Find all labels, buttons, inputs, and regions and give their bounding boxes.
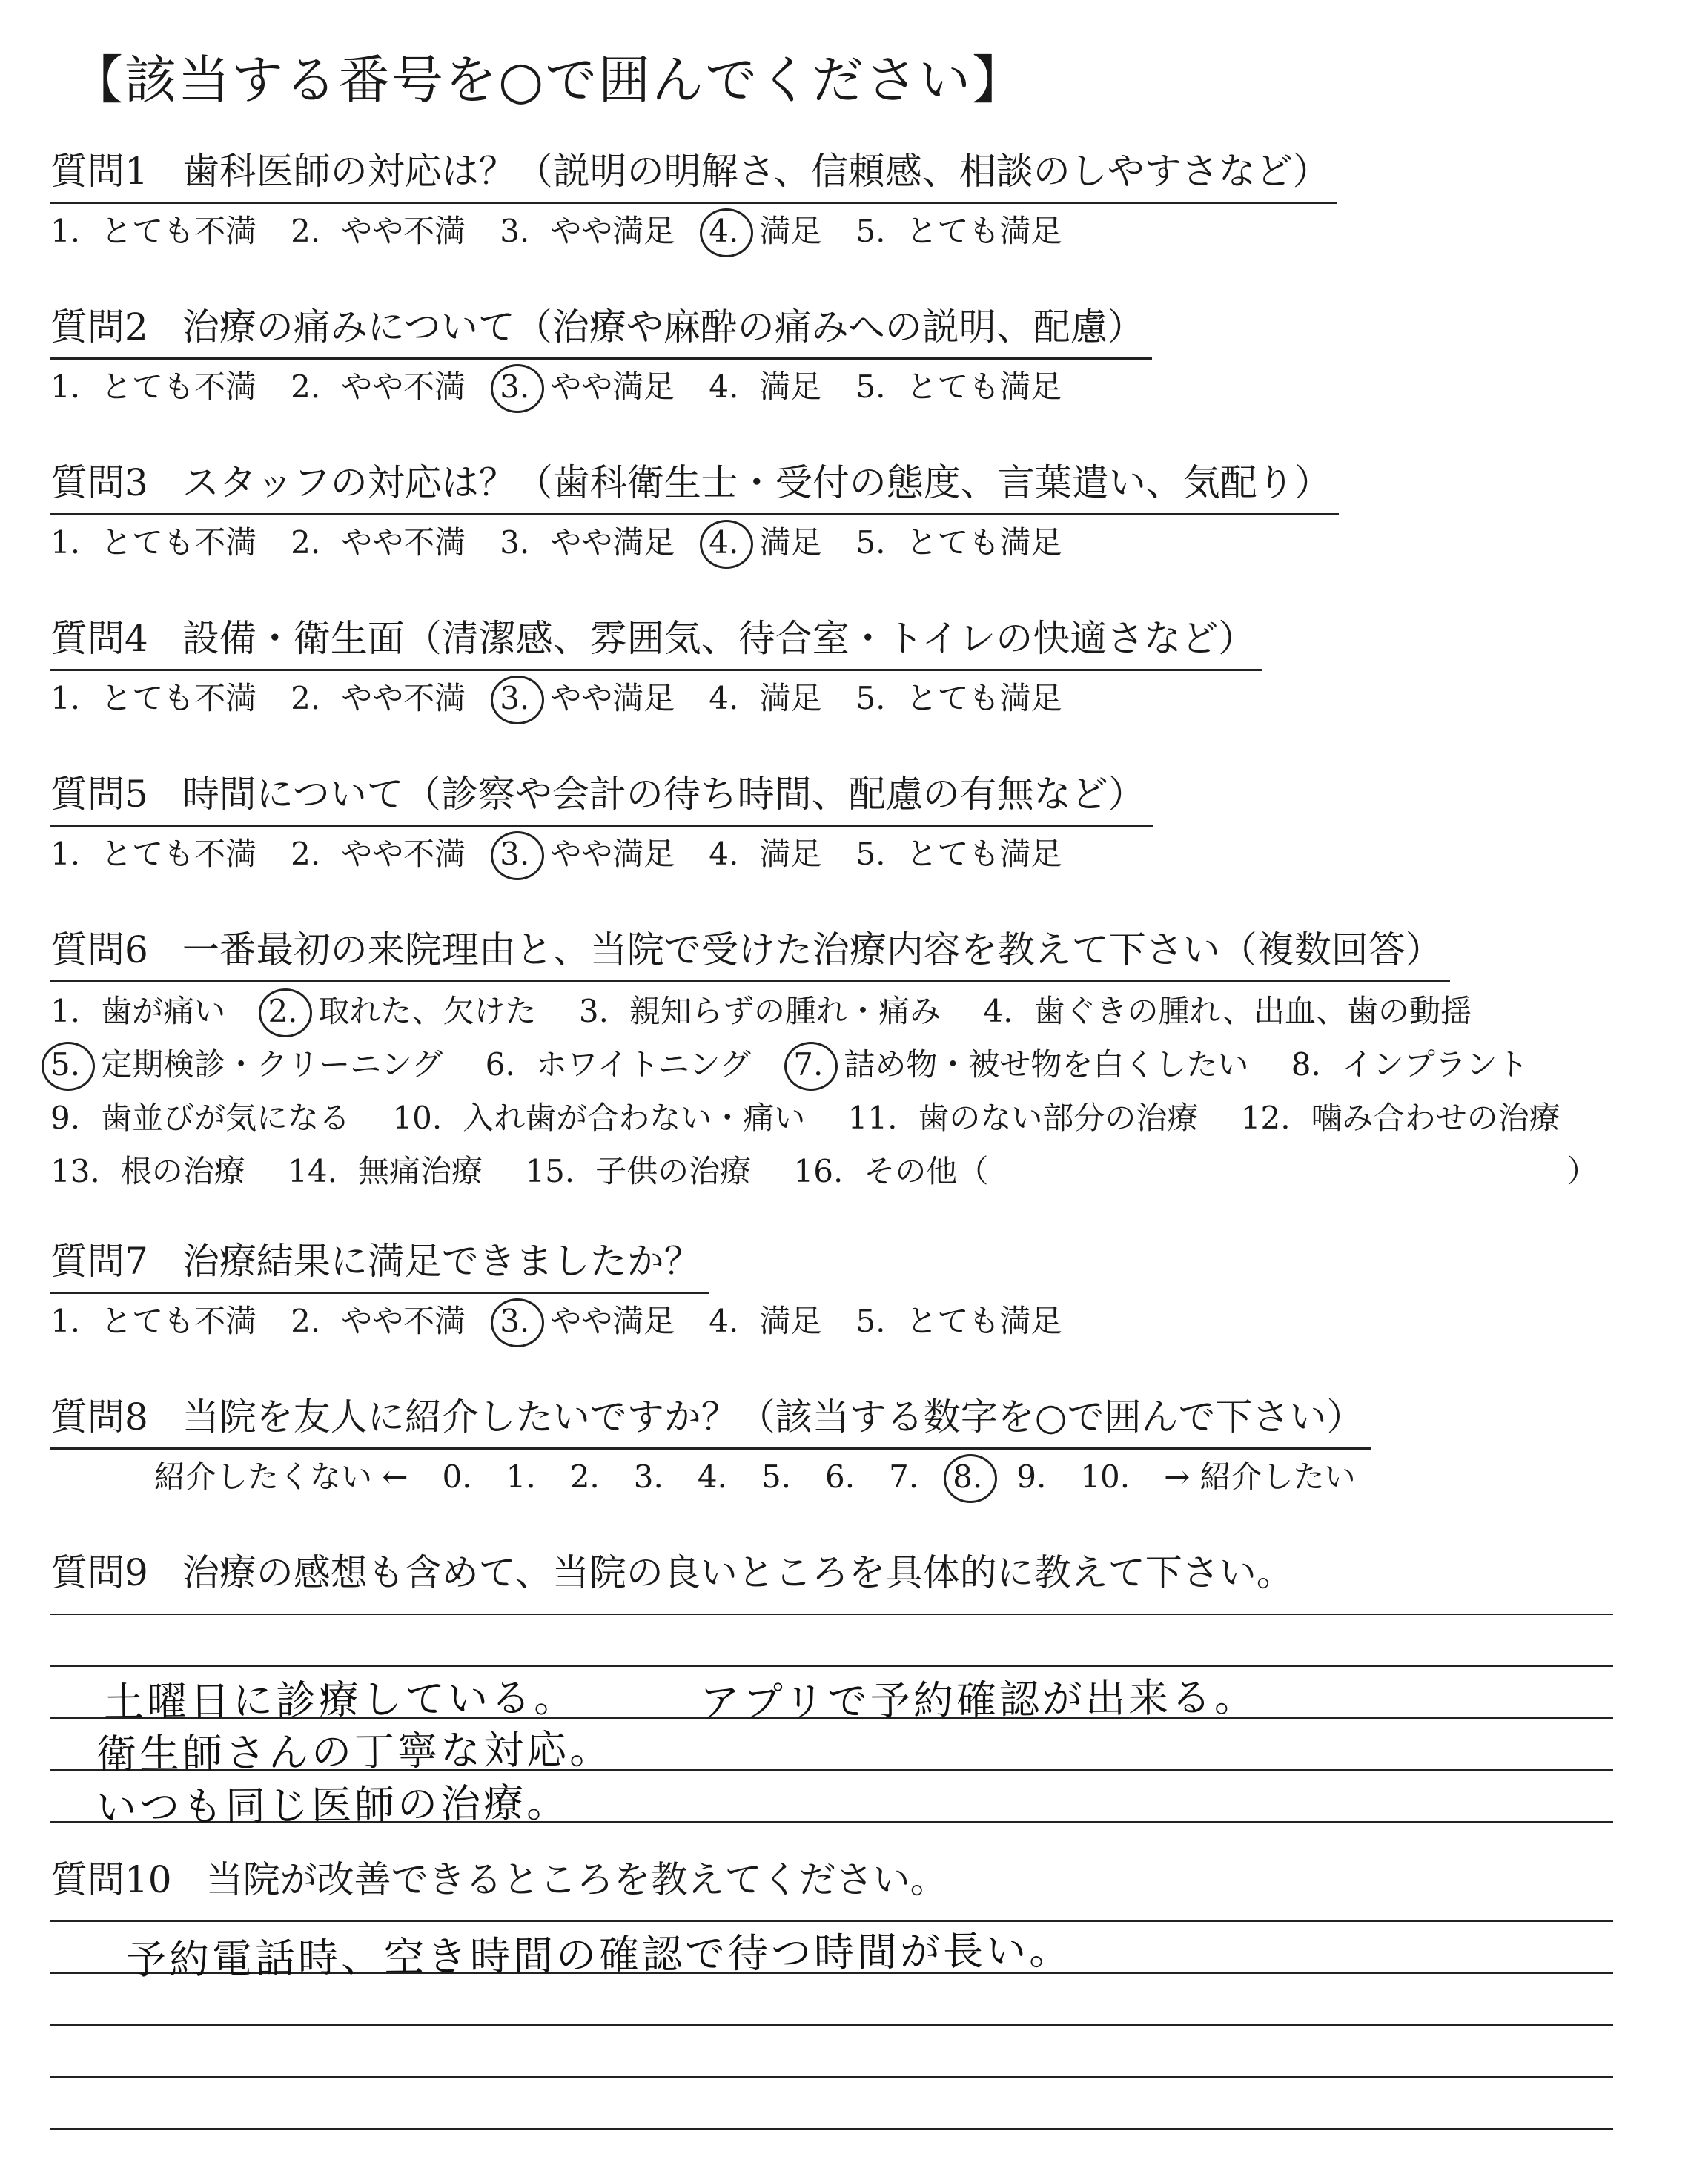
- q3-option-3[interactable]: 3. やや満足: [500, 524, 675, 561]
- q7-option-3[interactable]: 3. やや満足: [500, 1303, 675, 1339]
- q1-option-1[interactable]: 1. とても不満: [50, 213, 257, 249]
- question-6-title: 質問6 一番最初の来院理由と、当院で受けた治療内容を教えて下さい（複数回答）: [50, 931, 1450, 982]
- q4-option-4[interactable]: 4. 満足: [709, 680, 822, 716]
- q6-option-9[interactable]: 9. 歯並びが気になる: [50, 1100, 351, 1136]
- question-1-options: [50, 213, 1337, 249]
- q4-option-1[interactable]: 1. とても不満: [50, 680, 257, 716]
- question-2-title: 質問2 治療の痛みについて（治療や麻酔の痛みへの説明、配慮）: [50, 308, 1152, 360]
- question-8-title: 質問8 当院を友人に紹介したいですか？（該当する数字を○で囲んで下さい）: [50, 1398, 1371, 1450]
- question-7: [50, 1240, 1096, 1339]
- q2-option-5[interactable]: 5. とても満足: [855, 369, 1062, 405]
- q7-option-5[interactable]: 5. とても満足: [855, 1303, 1062, 1339]
- question-5: [50, 773, 1153, 872]
- q2-option-2[interactable]: 2. やや不満: [291, 369, 466, 405]
- q9-answer-line-1[interactable]: 土曜日に診療している。: [103, 1674, 577, 1726]
- q10-rule-4: [50, 2076, 1613, 2078]
- q10-answer-line-1[interactable]: 予約電話時、空き時間の確認で待つ時間が長い。: [125, 1926, 1073, 1984]
- q3-option-1[interactable]: 1. とても不満: [50, 524, 257, 561]
- q8-left-label: 紹介したくない ←: [154, 1459, 408, 1495]
- q6-selected-circle-5: 5.: [50, 1046, 81, 1083]
- q1-option-3[interactable]: 3. やや満足: [500, 213, 675, 249]
- question-10-title: 質問10 当院が改善できるところを教えてください。: [50, 1858, 947, 1901]
- q9-answer-line-2[interactable]: アプリで予約確認が出来る。: [699, 1674, 1258, 1726]
- q5-option-2[interactable]: 2. やや不満: [291, 836, 466, 872]
- q4-selected-circle: 3.: [500, 680, 530, 716]
- q2-selected-circle: 3.: [500, 369, 530, 405]
- q8-score-1[interactable]: 1.: [506, 1459, 536, 1495]
- q6-selected-circle-2: 2.: [268, 993, 298, 1029]
- q4-option-5[interactable]: 5. とても満足: [855, 680, 1062, 716]
- q8-score-10[interactable]: 10.: [1080, 1459, 1131, 1495]
- q9-answer-line-3[interactable]: 衛生師さんの丁寧な対応。: [96, 1725, 613, 1778]
- q8-score-0[interactable]: 0.: [442, 1459, 472, 1495]
- q5-option-5[interactable]: 5. とても満足: [855, 836, 1062, 872]
- q7-option-4[interactable]: 4. 満足: [709, 1303, 822, 1339]
- q10-rule-3: [50, 2024, 1613, 2026]
- q6-selected-circle-7: 7.: [793, 1046, 824, 1083]
- q6-option-14[interactable]: 14. 無痛治療: [288, 1153, 483, 1189]
- q8-score-4[interactable]: 4.: [697, 1459, 727, 1495]
- q8-score-2[interactable]: 2.: [569, 1459, 600, 1495]
- q6-option-6[interactable]: 6. ホワイトニング: [485, 1046, 751, 1083]
- q7-option-1[interactable]: 1. とても不満: [50, 1303, 257, 1339]
- question-4-title: 質問4 設備・衛生面（清潔感、雰囲気、待合室・トイレの快適さなど）: [50, 620, 1262, 671]
- q8-score-8[interactable]: 8.: [953, 1459, 983, 1495]
- q3-option-2[interactable]: 2. やや不満: [291, 524, 466, 561]
- q2-option-4[interactable]: 4. 満足: [709, 369, 822, 405]
- q3-option-5[interactable]: 5. とても満足: [855, 524, 1062, 561]
- question-9-title: 質問9 治療の感想も含めて、当院の良いところを具体的に教えて下さい。: [50, 1551, 1294, 1594]
- question-7-options: [50, 1303, 1096, 1339]
- q9-rule-2: [50, 1665, 1613, 1667]
- q6-option-10[interactable]: 10. 入れ歯が合わない・痛い: [392, 1100, 806, 1136]
- q6-option-13[interactable]: 13. 根の治療: [50, 1153, 245, 1189]
- q1-option-5[interactable]: 5. とても満足: [855, 213, 1062, 249]
- q8-score-3[interactable]: 3.: [633, 1459, 663, 1495]
- q6-row-4: [50, 1153, 1630, 1189]
- q5-selected-circle: 3.: [500, 836, 530, 872]
- q6-option-12[interactable]: 12. 噛み合わせの治療: [1240, 1100, 1560, 1136]
- question-7-title: 質問7 治療結果に満足できましたか？: [50, 1243, 709, 1294]
- question-5-title: 質問5 時間について（診察や会計の待ち時間、配慮の有無など）: [50, 776, 1153, 827]
- q9-rule-1: [50, 1614, 1613, 1615]
- q8-score-5[interactable]: 5.: [761, 1459, 792, 1495]
- q5-option-1[interactable]: 1. とても不満: [50, 836, 257, 872]
- q6-option-7[interactable]: 7. 詰め物・被せ物を白くしたい: [793, 1046, 1249, 1083]
- q6-option-11[interactable]: 11. 歯のない部分の治療: [847, 1100, 1199, 1136]
- question-5-options: [50, 836, 1153, 872]
- q6-option-3[interactable]: 3. 親知らずの腫れ・痛み: [578, 993, 941, 1029]
- q6-option-4[interactable]: 4. 歯ぐきの腫れ、出血、歯の動揺: [983, 993, 1472, 1029]
- q1-option-2[interactable]: 2. やや不満: [291, 213, 466, 249]
- q10-rule-5: [50, 2128, 1613, 2130]
- form-header: 【該当する番号を○で囲んでください】: [71, 50, 1026, 110]
- question-2: [50, 305, 1152, 405]
- q6-row-1: [50, 993, 1630, 1029]
- question-2-options: [50, 371, 1152, 403]
- question-3-options: [50, 524, 1339, 561]
- q1-option-4[interactable]: 4. 満足: [709, 213, 822, 249]
- q4-option-2[interactable]: 2. やや不満: [291, 680, 466, 716]
- question-6: [50, 928, 1630, 1189]
- question-4: [50, 617, 1262, 716]
- q6-option-2[interactable]: 2. 取れた、欠けた: [268, 993, 537, 1029]
- q7-selected-circle: 3.: [500, 1303, 530, 1339]
- question-4-options: [50, 680, 1262, 716]
- q6-row-2: [50, 1046, 1630, 1083]
- q8-score-9[interactable]: 9.: [1016, 1459, 1047, 1495]
- question-8: [50, 1398, 1390, 1493]
- q3-option-4[interactable]: 4. 満足: [709, 524, 822, 561]
- q7-option-2[interactable]: 2. やや不満: [291, 1303, 466, 1339]
- question-3-title: 質問3 スタッフの対応は？（歯科衛生士・受付の態度、言葉遣い、気配り）: [50, 464, 1339, 515]
- question-3: [50, 461, 1339, 561]
- question-1: [50, 150, 1337, 249]
- q6-option-5[interactable]: 5. 定期検診・クリーニング: [50, 1046, 443, 1083]
- q5-option-3[interactable]: 3. やや満足: [500, 836, 675, 872]
- q2-option-1[interactable]: 1. とても不満: [50, 369, 257, 405]
- q8-score-6[interactable]: 6.: [825, 1459, 855, 1495]
- q6-option-8[interactable]: 8. インプラント: [1291, 1046, 1529, 1083]
- q6-option-15[interactable]: 15. 子供の治療: [525, 1153, 752, 1189]
- q8-right-label: → 紹介したい: [1164, 1459, 1356, 1495]
- q4-option-3[interactable]: 3. やや満足: [500, 680, 675, 716]
- q6-option-16[interactable]: 16. その他（ ）: [793, 1153, 1598, 1189]
- q1-selected-circle: 4.: [709, 213, 739, 249]
- q8-score-7[interactable]: 7.: [889, 1459, 919, 1495]
- q8-scale: [154, 1459, 1390, 1495]
- q6-row-3: [50, 1100, 1630, 1136]
- q9-answer-line-4[interactable]: いつも同じ医師の治療。: [96, 1779, 570, 1832]
- q6-option-1[interactable]: 1. 歯が痛い: [50, 993, 226, 1029]
- q3-selected-circle: 4.: [709, 524, 739, 561]
- q5-option-4[interactable]: 4. 満足: [709, 836, 822, 872]
- q2-option-3[interactable]: 3. やや満足: [500, 369, 675, 405]
- question-1-title: 質問1 歯科医師の対応は？（説明の明解さ、信頼感、相談のしやすさなど）: [50, 153, 1337, 204]
